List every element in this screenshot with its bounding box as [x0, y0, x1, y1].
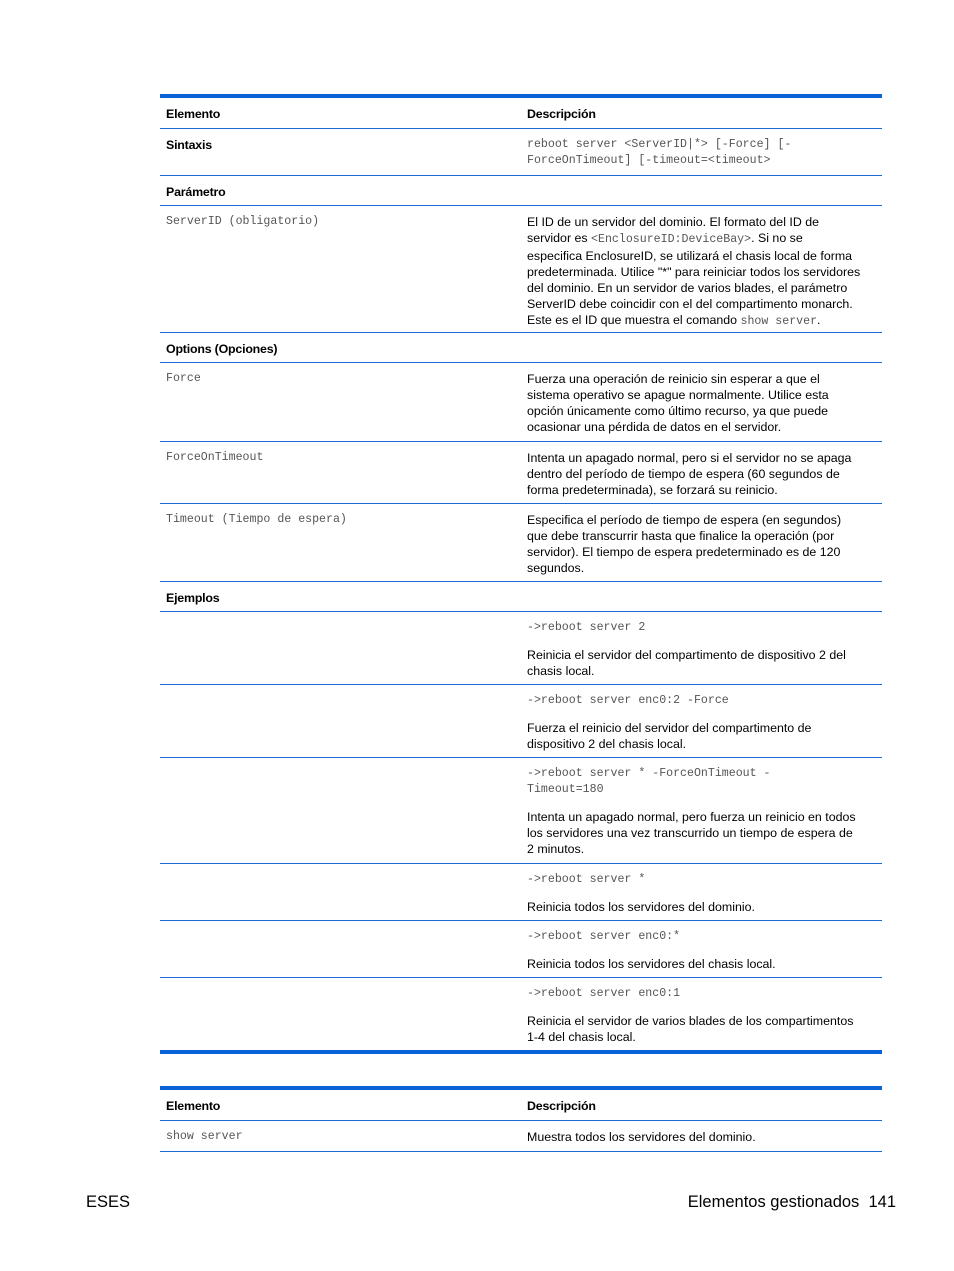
table-bottom-rule [160, 1050, 882, 1054]
desc-line: Especifica el período de tiempo de espera (en segundos) [527, 513, 842, 527]
example-row [160, 685, 882, 758]
example-content [514, 921, 882, 977]
footer-page-info [688, 1192, 896, 1212]
example-row [160, 921, 882, 978]
desc-line: que debe transcurrir hasta que finalice la operación (por [527, 529, 835, 543]
desc-line: ServerID debe coincidir con el del compartimento monarch. [527, 297, 853, 311]
param-name-serverid: ServerID (obligatorio) [166, 215, 320, 228]
desc-line: 1-4 del chasis local. [527, 1030, 636, 1044]
column-header-descripcion: Descripción [527, 107, 596, 121]
section-row-ejemplos [160, 582, 882, 612]
desc-line: opción únicamente como último recurso, ya que puede [527, 404, 828, 418]
desc-line: Intenta un apagado normal, pero fuerza un reinicio en todos [527, 810, 856, 824]
option-name-forceontimeout: ForceOnTimeout [166, 451, 264, 464]
example-row [160, 864, 882, 921]
example-content [514, 758, 882, 863]
example-command: ->reboot server * -ForceOnTimeout - [527, 767, 771, 780]
desc-line: predeterminada. Utilice "*" para reiniciar todos los servidores [527, 265, 861, 279]
section-title-options: Options (Opciones) [166, 342, 278, 356]
example-description [527, 647, 874, 679]
desc-line: servidor). El tiempo de espera predeterminado es de 120 [527, 545, 841, 559]
option-name-force: Force [166, 372, 201, 385]
option-desc-forceontimeout [514, 442, 882, 503]
example-command: ->reboot server 2 [527, 621, 646, 634]
page-number: 141 [868, 1193, 896, 1211]
desc-code: show server [740, 315, 818, 328]
example-content [514, 978, 882, 1050]
option-desc-timeout [514, 504, 882, 581]
example-description [527, 899, 874, 915]
example-description [527, 720, 874, 752]
example-content [514, 685, 882, 757]
desc-line: Reinicia todos los servidores del chasis local. [527, 957, 776, 971]
desc-line: Reinicia el servidor del compartimento de dispositivo 2 del [527, 648, 846, 662]
desc-line: Fuerza una operación de reinicio sin esperar a que el [527, 372, 820, 386]
desc-line: ocasionar una pérdida de datos en el servidor. [527, 420, 782, 434]
item-name-show-server: show server [166, 1130, 243, 1143]
desc-line: El ID de un servidor del dominio. El formato del ID de [527, 215, 820, 229]
example-command: Timeout=180 [527, 783, 604, 796]
example-command: ->reboot server enc0:1 [527, 987, 681, 1000]
syntax-value [514, 129, 882, 175]
option-name-timeout: Timeout (Tiempo de espera) [166, 513, 347, 526]
desc-line: dentro del período de tiempo de espera (60 segundos de [527, 467, 840, 481]
desc-line [527, 230, 874, 248]
option-row-force [160, 363, 882, 442]
desc-line: 2 minutos. [527, 842, 585, 856]
show-server-table [160, 1086, 882, 1152]
section-row-options [160, 333, 882, 363]
reboot-server-table [160, 94, 882, 1054]
syntax-line-2: ForceOnTimeout] [-timeout=<timeout> [527, 154, 771, 167]
desc-code: <EnclosureID:DeviceBay> [591, 233, 752, 246]
desc-line: Fuerza el reinicio del servidor del compartimento de [527, 721, 812, 735]
param-desc-serverid [514, 206, 882, 332]
example-row [160, 758, 882, 864]
example-row [160, 978, 882, 1050]
desc-line: dispositivo 2 del chasis local. [527, 737, 687, 751]
item-desc-show-server: Muestra todos los servidores del dominio. [527, 1130, 756, 1144]
syntax-row [160, 129, 882, 176]
syntax-line-1: reboot server <ServerID|*> [-Force] [- [527, 138, 792, 151]
section-row-parametro [160, 176, 882, 206]
desc-line: segundos. [527, 561, 585, 575]
example-row [160, 612, 882, 685]
example-content [514, 864, 882, 920]
desc-line: especifica EnclosureID, se utilizará el chasis local de forma [527, 249, 853, 263]
desc-line: del dominio. En un servidor de varios blades, el parámetro [527, 281, 848, 295]
table-header-row [160, 1090, 882, 1121]
desc-line: chasis local. [527, 664, 595, 678]
syntax-label: Sintaxis [166, 138, 212, 152]
column-header-elemento: Elemento [166, 107, 221, 121]
desc-text: servidor es [527, 231, 592, 245]
desc-text: . [817, 313, 821, 327]
option-row-timeout [160, 504, 882, 582]
column-header-descripcion: Descripción [527, 1099, 596, 1113]
example-content [514, 612, 882, 684]
footer-locale: ESES [86, 1193, 131, 1211]
desc-line: Reinicia todos los servidores del dominio. [527, 900, 755, 914]
example-command: ->reboot server enc0:* [527, 930, 681, 943]
example-command: ->reboot server * [527, 873, 646, 886]
table-row [160, 1121, 882, 1152]
desc-line: Reinicia el servidor de varios blades de los compartimentos [527, 1014, 854, 1028]
desc-text: Este es el ID que muestra el comando [527, 313, 741, 327]
desc-line [527, 312, 874, 330]
example-description [527, 809, 874, 857]
desc-line: los servidores una vez transcurrido un tiempo de espera de [527, 826, 853, 840]
param-row-serverid [160, 206, 882, 333]
footer-section-title: Elementos gestionados [687, 1193, 860, 1211]
desc-text: . Si no se [751, 231, 803, 245]
option-desc-force [514, 363, 882, 441]
option-row-forceontimeout [160, 442, 882, 504]
desc-line: forma predeterminada), se forzará su reinicio. [527, 483, 778, 497]
desc-line: sistema operativo se apague normalmente. Utilice esta [527, 388, 829, 402]
desc-line: Intenta un apagado normal, pero si el servidor no se apaga [527, 451, 852, 465]
example-description [527, 1013, 874, 1045]
section-title-parametro: Parámetro [166, 185, 226, 199]
table-header-row [160, 98, 882, 129]
column-header-elemento: Elemento [166, 1099, 221, 1113]
example-description [527, 956, 874, 972]
example-command: ->reboot server enc0:2 -Force [527, 694, 729, 707]
section-title-ejemplos: Ejemplos [166, 591, 220, 605]
